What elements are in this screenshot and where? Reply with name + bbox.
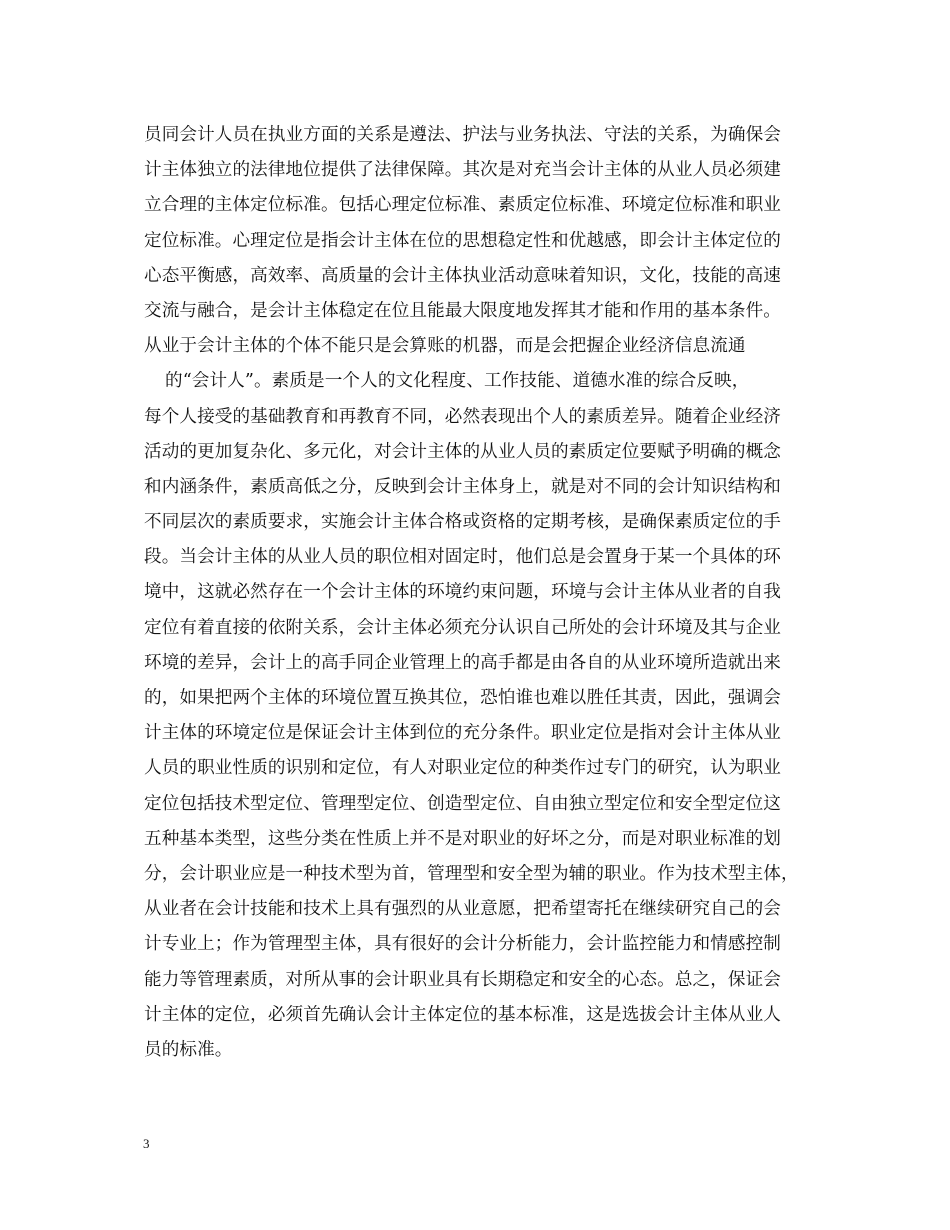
text-line: 计主体的定位，必须首先确认会计主体定位的基本标准，这是选拔会计主体从业人 [144, 1004, 781, 1025]
text-line: 立合理的主体定位标准。包括心理定位标准、素质定位标准、环境定位标准和职业 [144, 195, 781, 216]
text-line: 心态平衡感，高效率、高质量的会计主体执业活动意味着知识，文化，技能的高速 [144, 265, 781, 286]
text-line: 计专业上；作为管理型主体，具有很好的会计分析能力，会计监控能力和情感控制 [144, 934, 781, 955]
body-text [144, 118, 824, 1068]
text-line: 境中，这就必然存在一个会计主体的环境约束问题，环境与会计主体从业者的自我 [144, 582, 781, 603]
text-line: 计主体独立的法律地位提供了法律保障。其次是对充当会计主体的从业人员必须建 [144, 160, 781, 181]
text-line: 计主体的环境定位是保证会计主体到位的充分条件。职业定位是指对会计主体从业 [144, 723, 781, 744]
text-line: 从业者在会计技能和技术上具有强烈的从业意愿，把希望寄托在继续研究自己的会 [144, 899, 781, 920]
text-line: 段。当会计主体的从业人员的职位相对固定时，他们总是会置身于某一个具体的环 [144, 547, 781, 568]
text-line: 不同层次的素质要求，实施会计主体合格或资格的定期考核，是确保素质定位的手 [144, 512, 781, 533]
text-line: 环境的差异，会计上的高手同企业管理上的高手都是由各自的从业环境所造就出来 [144, 652, 781, 673]
text-line: 人员的职业性质的识别和定位，有人对职业定位的种类作过专门的研究，认为职业 [144, 758, 781, 779]
text-line: 活动的更加复杂化、多元化，对会计主体的从业人员的素质定位要赋予明确的概念 [144, 441, 781, 462]
text-line: 员同会计人员在执业方面的关系是遵法、护法与业务执法、守法的关系，为确保会 [144, 125, 781, 145]
text-line: 定位标准。心理定位是指会计主体在位的思想稳定性和优越感，即会计主体定位的 [144, 230, 781, 251]
text-line: 从业于会计主体的个体不能只是会算账的机器，而是会把握企业经济信息流通 [144, 336, 746, 357]
text-line: 的，如果把两个主体的环境位置互换其位，恐怕谁也难以胜任其责，因此，强调会 [144, 688, 781, 708]
text-line: 能力等管理素质，对所从事的会计职业具有长期稳定和安全的心态。总之，保证会 [144, 969, 781, 990]
text-line: 分，会计职业应是一种技术型为首，管理型和安全型为辅的职业。作为技术型主体， [144, 863, 799, 884]
text-line: 定位有着直接的依附关系，会计主体必须充分认识自己所处的会计环境及其与企业 [144, 617, 781, 638]
text-line: 交流与融合，是会计主体稳定在位且能最大限度地发挥其才能和作用的基本条件。 [144, 300, 781, 321]
text-line: 和内涵条件，素质高低之分，反映到会计主体身上，就是对不同的会计知识结构和 [144, 476, 781, 497]
text-line: 每个人接受的基础教育和再教育不同，必然表现出个人的素质差异。随着企业经济 [144, 406, 781, 427]
text-line: 员的标准。 [144, 1039, 233, 1060]
page-number: 3 [143, 1136, 150, 1151]
text-line: 五种基本类型，这些分类在性质上并不是对职业的好坏之分，而是对职业标准的划 [144, 828, 781, 849]
text-line: 定位包括技术型定位、管理型定位、创造型定位、自由独立型定位和安全型定位这 [144, 793, 781, 814]
text-line: 的“会计人”。素质是一个人的文化程度、工作技能、道德水准的综合反映， [165, 371, 750, 392]
